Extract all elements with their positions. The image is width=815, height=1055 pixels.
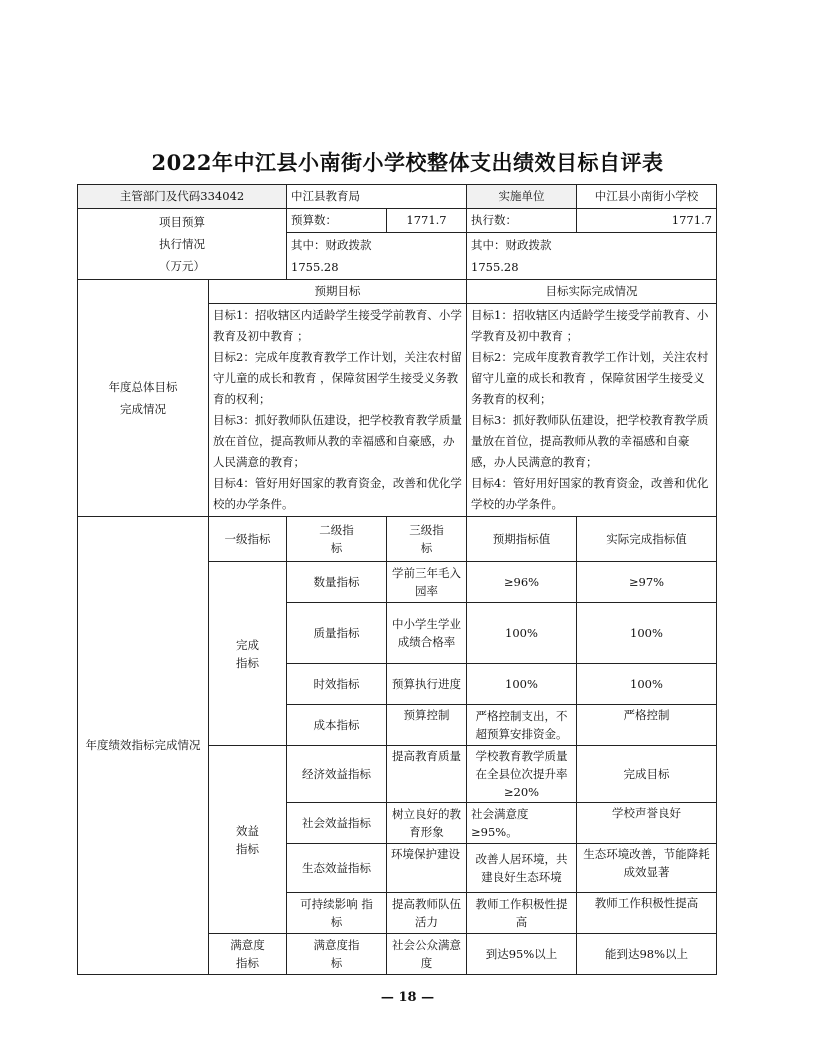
- level2-cell: 时效指标: [287, 664, 387, 705]
- actual-cell: 能到达98%以上: [577, 934, 717, 975]
- actual-cell: 100%: [577, 664, 717, 705]
- level2-cell: 成本指标: [287, 705, 387, 746]
- level3-cell: 提高教育质量: [387, 746, 467, 803]
- executed-value: 1771.7: [577, 209, 717, 233]
- performance-table: [77, 184, 717, 975]
- level3-cell: 环境保护建设: [387, 844, 467, 893]
- unit-value: 中江县小南街小学校: [577, 185, 717, 209]
- level3-cell: 中小学生学业成绩合格率: [387, 603, 467, 664]
- level2-cell: 质量指标: [287, 603, 387, 664]
- actual-cell: 100%: [577, 603, 717, 664]
- level3-cell: 学前三年毛入园率: [387, 562, 467, 603]
- expected-cell: 到达95%以上: [467, 934, 577, 975]
- expected-cell: 100%: [467, 664, 577, 705]
- expected-cell: 学校教育教学质量在全县位次提升率≥20%: [467, 746, 577, 803]
- group-benefit: 效益指标: [209, 746, 287, 934]
- level2-cell: 生态效益指标: [287, 844, 387, 893]
- level2-cell: 可持续影响 指标: [287, 893, 387, 934]
- info-row: [78, 185, 717, 209]
- expected-cell: 教师工作积极性提高: [467, 893, 577, 934]
- group-satisfaction: 满意度指标: [209, 934, 287, 975]
- level3-cell: 预算控制: [387, 705, 467, 746]
- page-title: 2022年中江县小南街小学校整体支出绩效目标自评表: [151, 150, 664, 175]
- expected-cell: ≥96%: [467, 562, 577, 603]
- level2-cell: 社会效益指标: [287, 803, 387, 844]
- level3-cell: 提高教师队伍活力: [387, 893, 467, 934]
- planned-value: 1771.7: [387, 209, 467, 233]
- expected-goal-1: 目标1：招收辖区内适龄学生接受学前教育、小学教育及初中教育 ；: [213, 308, 462, 343]
- actual-cell: 完成目标: [577, 746, 717, 803]
- fiscal-executed: 其中：财政拨款 1755.28: [467, 233, 717, 280]
- goals-section-label: 年度总体目标 完成情况: [78, 280, 209, 517]
- actual-goal-1: 目标1：招收辖区内适龄学生接受学前教育、小学教育及初中教育 ；: [471, 308, 709, 343]
- expected-cell: 100%: [467, 603, 577, 664]
- level1-header: 一级指标: [209, 517, 287, 562]
- indicator-header-row: [78, 517, 717, 562]
- actual-cell: 严格控制: [577, 705, 717, 746]
- expected-goals-header: 预期目标: [209, 280, 467, 304]
- expected-value-header: 预期指标值: [467, 517, 577, 562]
- level2-cell: 数量指标: [287, 562, 387, 603]
- dept-value: 中江县教育局: [287, 185, 467, 209]
- expected-cell: 严格控制支出，不超预算安排资金。: [467, 705, 577, 746]
- actual-goal-4: 目标4：管好用好国家的教育资金，改善和优化学校的办学条件。: [471, 476, 709, 511]
- expected-goals: [209, 304, 467, 517]
- page-number: — 18 —: [380, 990, 435, 1005]
- level3-cell: 树立良好的教育形象: [387, 803, 467, 844]
- expected-goal-4: 目标4：管好用好国家的教育资金，改善和优化学校的办学条件。: [213, 476, 462, 511]
- level3-header: 三级指标: [387, 517, 467, 562]
- actual-cell: ≥97%: [577, 562, 717, 603]
- actual-goal-3: 目标3：抓好教师队伍建设，把学校教育教学质量放在首位，提高教师从教的幸福感和自豪感，办人民满意的教育；: [471, 413, 709, 469]
- planned-label: 预算数：: [287, 209, 387, 233]
- expected-cell: 社会满意度≥95%。: [467, 803, 577, 844]
- budget-row: [78, 209, 717, 233]
- fiscal-planned: 其中：财政拨款 1755.28: [287, 233, 467, 280]
- goals-header-row: [78, 280, 717, 304]
- actual-cell: 学校声誉良好: [577, 803, 717, 844]
- executed-label: 执行数：: [467, 209, 577, 233]
- actual-cell: 生态环境改善，节能降耗成效显著: [577, 844, 717, 893]
- level2-cell: 经济效益指标: [287, 746, 387, 803]
- actual-goals-header: 目标实际完成情况: [467, 280, 717, 304]
- dept-label: 主管部门及代码334042: [78, 185, 287, 209]
- indicators-section-label: 年度绩效指标完成情况: [78, 517, 209, 975]
- level3-cell: 预算执行进度: [387, 664, 467, 705]
- level3-cell: 社会公众满意度: [387, 934, 467, 975]
- expected-cell: 改善人居环境，共建良好生态环境: [467, 844, 577, 893]
- actual-value-header: 实际完成指标值: [577, 517, 717, 562]
- expected-goal-2: 目标2：完成年度教育教学工作计划，关注农村留守儿童的成长和教育 ，保障贫困学生接受义务教育的权利；: [213, 350, 462, 406]
- unit-label: 实施单位: [467, 185, 577, 209]
- actual-goals: [467, 304, 717, 517]
- level2-header: 二级指标: [287, 517, 387, 562]
- actual-goal-2: 目标2：完成年度教育教学工作计划，关注农村留守儿童的成长和教育 ，保障贫困学生接受义务教育的权利；: [471, 350, 709, 406]
- budget-label: 项目预算 执行情况 （万元）: [78, 209, 287, 280]
- actual-cell: 教师工作积极性提高: [577, 893, 717, 934]
- expected-goal-3: 目标3：抓好教师队伍建设，把学校教育教学质量放在首位，提高教师从教的幸福感和自豪感，办人民满意的教育；: [213, 413, 462, 469]
- group-completion: 完成指标: [209, 562, 287, 746]
- level2-cell: 满意度指标: [287, 934, 387, 975]
